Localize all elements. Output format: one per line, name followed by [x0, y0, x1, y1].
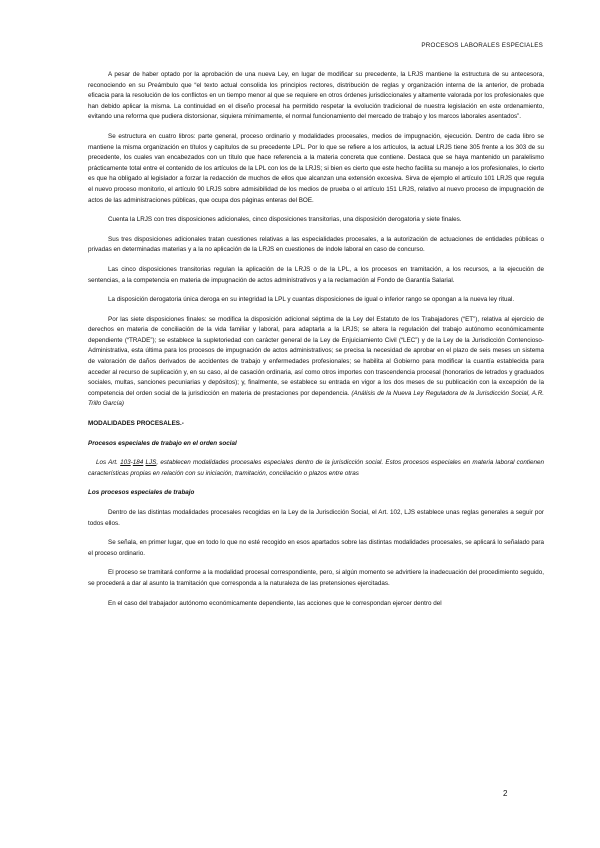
paragraph: Cuenta la LRJS con tres disposiciones adicionales, cinco disposiciones transitorias, una disposición derogatoria y siete finales. [108, 216, 462, 224]
paragraph: A pesar de haber optado por la aprobación de una nueva Ley, en lugar de modificar su precedente, la LRJS mantiene la estructura de su antecesora, reconociendo en su Preámbulo que “el texto actual consolida los principios rectores, distribución de reglas y organización interna de la anterior, de probada eficacia para la resolución de los conflictos en un tiempo menor al que se requiere en otros órdenes jurisdiccionales y altamente valorada por los profesionales que han debido aplicar la misma. La continuidad en el diseño procesal ha permitido respetar la evolución tradicional de nuestra legislación en este ordenamiento, evitando una reforma que pudiera distorsionar, siquiera mínimamente, el normal funcionamiento del mercado de trabajo y los marcos laborales asentados”. [88, 71, 544, 121]
paragraph: Dentro de las distintas modalidades procesales recogidas en la Ley de la Jurisdicción Social, el Art. 102, LJS establece unas reglas generales a seguir por todos ellos. [88, 509, 544, 527]
document-body [88, 70, 544, 618]
paragraph-text-pre: Los Art. [96, 459, 118, 467]
section-heading: MODALIDADES PROCESALES.- [88, 420, 184, 428]
paragraph: Las cinco disposiciones transitorias regulan la aplicación de la LRJS o de la LPL, a los procesos en tramitación, a los recursos, a la ejecución de sentencias, a la competencia en materia de impugnación de actos administrativos y a la reclamación al Fondo de Garantía Salarial. [88, 265, 544, 284]
paragraph: La disposición derogatoria única deroga en su integridad la LPL y cuantas disposiciones de igual o inferior rango se opongan a la nueva ley ritual. [108, 296, 515, 304]
citation: (Análisis de la Nueva Ley Reguladora de la Jurisdicción Social, A.R. Trillo García) [88, 389, 544, 408]
paragraph-text-post: , establecen modalidades procesales especiales dentro de la jurisdicción social. Estos procesos especiales en materia laboral contienen características propias en relación con su iniciación, tramitación, conciliación o plazos entre otras [88, 459, 544, 477]
dash: - [130, 459, 133, 467]
article-103-link[interactable]: 103 [120, 459, 131, 467]
page-number: 2 [503, 789, 508, 798]
ljs-link[interactable]: LJS [145, 459, 157, 467]
paragraph [88, 315, 544, 410]
paragraph: Sus tres disposiciones adicionales tratan cuestiones relativas a las especialidades procesales, a la autorización de actuaciones de entidades públicas o privadas en determinadas materias y a la no aplicación de la LRJS en cuestiones de índole laboral en caso de concurso. [88, 235, 544, 254]
article-184-link[interactable]: 184 [132, 459, 144, 467]
paragraph: Se señala, en primer lugar, que en todo lo que no esté recogido en esos apartados sobre las distintas modalidades procesales, se aplicará lo señalado para el proceso ordinario. [88, 539, 544, 557]
subsection-heading: Procesos especiales de trabajo en el orden social [88, 439, 237, 447]
paragraph [88, 458, 544, 479]
paragraph: Se estructura en cuatro libros: parte general, proceso ordinario y modalidades procesales, medios de impugnación, ejecución. Dentro de cada libro se mantiene la misma organización en títulos y capítulos de su precedente LPL. Por lo que se refiere a los artículos, la actual LRJS tiene 305 frente a los 303 de su precedente, los cuales van encabezados con un título que hace referencia a la materia concreta que contiene. Destaca que se haya mantenido un paralelismo prácticamente total entre el contenido de los artículos de la LPL con los de la LRJS; si bien es cierto que este hecho facilita su manejo a los profesionales, lo cierto es que ha obligado al legislador a forzar la redacción de muchos de ellos que alcanzan una extensión excesiva. Sirva de ejemplo el artículo 101 LRJS que regula el nuevo proceso monitorio, el artículo 90 LRJS sobre admisibilidad de los medios de prueba o el artículo 151 LRJS, relativo al nuevo proceso de impugnación de actos de las administraciones públicas, que ocupa dos páginas enteras del BOE. [88, 132, 544, 204]
subsection-heading: Los procesos especiales de trabajo [88, 489, 195, 497]
paragraph-text: Por las siete disposiciones finales: se modifica la disposición adicional séptima de la Ley del Estatuto de los Trabajadores (“ET”), relativa al ejercicio de derechos en materia de conciliación de la vida familiar y laboral, para adaptarla a la LRJS; se altera la regulación del trabajo autónomo económicamente dependiente (“TRADE”); se establece la supletoriedad con carácter general de la Ley de Enjuiciamiento Civil (“LEC”) y de la Ley de la Jurisdicción Contencioso-Administrativa, esta última para los procesos de impugnación de actos administrativos; se precisa la necesidad de aprobar en el plazo de seis meses un sistema de valoración de daños derivados de accidentes de trabajo y enfermedades profesionales; se habilita al Gobierno para modificar la cuantía establecida para acceder al recurso de suplicación y, en su caso, al de casación ordinaria, así como otros importes con trascendencia procesal (honorarios de letrados y graduados sociales, multas, sanciones pecuniarias y depósitos); y, finalmente, se establece su entrada en vigor a los dos meses de su publicación con la excepción de la competencia del orden social de la jurisdicción en materia de prestaciones por dependencia. [88, 315, 544, 397]
running-header: PROCESOS LABORALES ESPECIALES [421, 42, 543, 49]
paragraph: El proceso se tramitará conforme a la modalidad procesal correspondiente, pero, si algún momento se advirtiere la inadecuación del procedimiento seguido, se procederá a dar al asunto la tramitación que corresponda a la naturaleza de las pretensiones ejercitadas. [88, 569, 544, 587]
paragraph: En el caso del trabajador autónomo económicamente dependiente, las acciones que le correspondan ejercer dentro del [108, 599, 442, 607]
